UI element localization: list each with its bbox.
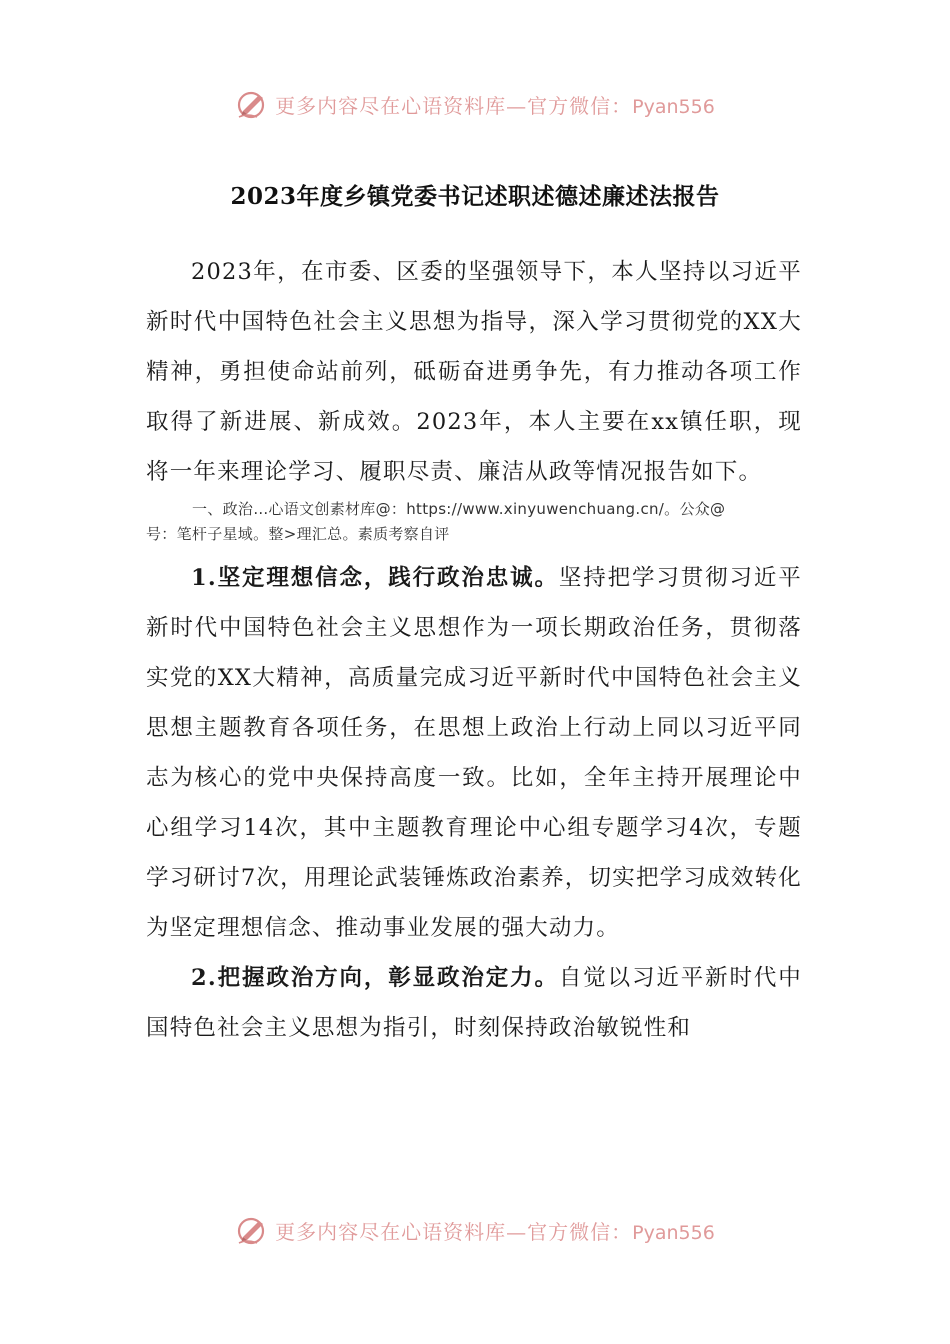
watermark-text (275, 1216, 715, 1245)
item-1-heading: 1.坚定理想信念，践行政治忠诚。 (191, 565, 559, 591)
watermark-wechat-id: Pyan556 (632, 95, 715, 118)
document-body (146, 247, 802, 1053)
watermark-label: 更多内容尽在心语资料库—官方微信： (275, 1219, 633, 1244)
watermark-inner (235, 1213, 715, 1247)
watermark-inner (235, 87, 715, 121)
item-1-paragraph (146, 553, 802, 953)
item-2-body: 自觉以习近平新时代中国特色社会主义思想为指引，时刻保持政治敏锐性和 (146, 965, 802, 1041)
watermark-footer (0, 1210, 950, 1250)
watermark-text (275, 90, 715, 119)
item-2-heading: 2.把握政治方向，彰显政治定力。 (191, 965, 559, 991)
item-2-paragraph (146, 953, 802, 1053)
section-heading-line-1: 一、政治…心语文创素材库@：https://www.xinyuwenchuang.cn/。公众@ (192, 500, 726, 518)
pen-logo-icon (235, 1213, 269, 1247)
item-1-body: 坚持把学习贯彻习近平新时代中国特色社会主义思想作为一项长期政治任务，贯彻落实党的XX大精神，高质量完成习近平新时代中国特色社会主义思想主题教育各项任务，在思想上政治上行动上同以习近平同志为核心的党中央保持高度一致。比如，全年主持开展理论中心组学习14次，其中主题教育理论中心组专题学习4次，专题学习研讨7次，用理论武装锤炼政治素养，切实把学习成效转化为坚定理想信念、推动事业发展的强大动力。 (146, 565, 802, 941)
section-heading-line-2: 号：笔杆子星域。整>理汇总。素质考察自评 (146, 525, 450, 543)
watermark-header (0, 84, 950, 124)
watermark-label: 更多内容尽在心语资料库—官方微信： (275, 93, 633, 118)
watermark-wechat-id: Pyan556 (632, 1221, 715, 1244)
document-title: 2023年度乡镇党委书记述职述德述廉述法报告 (230, 183, 720, 210)
intro-paragraph: 2023年，在市委、区委的坚强领导下，本人坚持以习近平新时代中国特色社会主义思想为指导，深入学习贯彻党的XX大精神，勇担使命站前列，砥砺奋进勇争先，有力推动各项工作取得了新进展、新成效。2023年，本人主要在xx镇任职，现将一年来理论学习、履职尽责、廉洁从政等情况报告如下。 (146, 259, 802, 485)
pen-logo-icon (235, 87, 269, 121)
